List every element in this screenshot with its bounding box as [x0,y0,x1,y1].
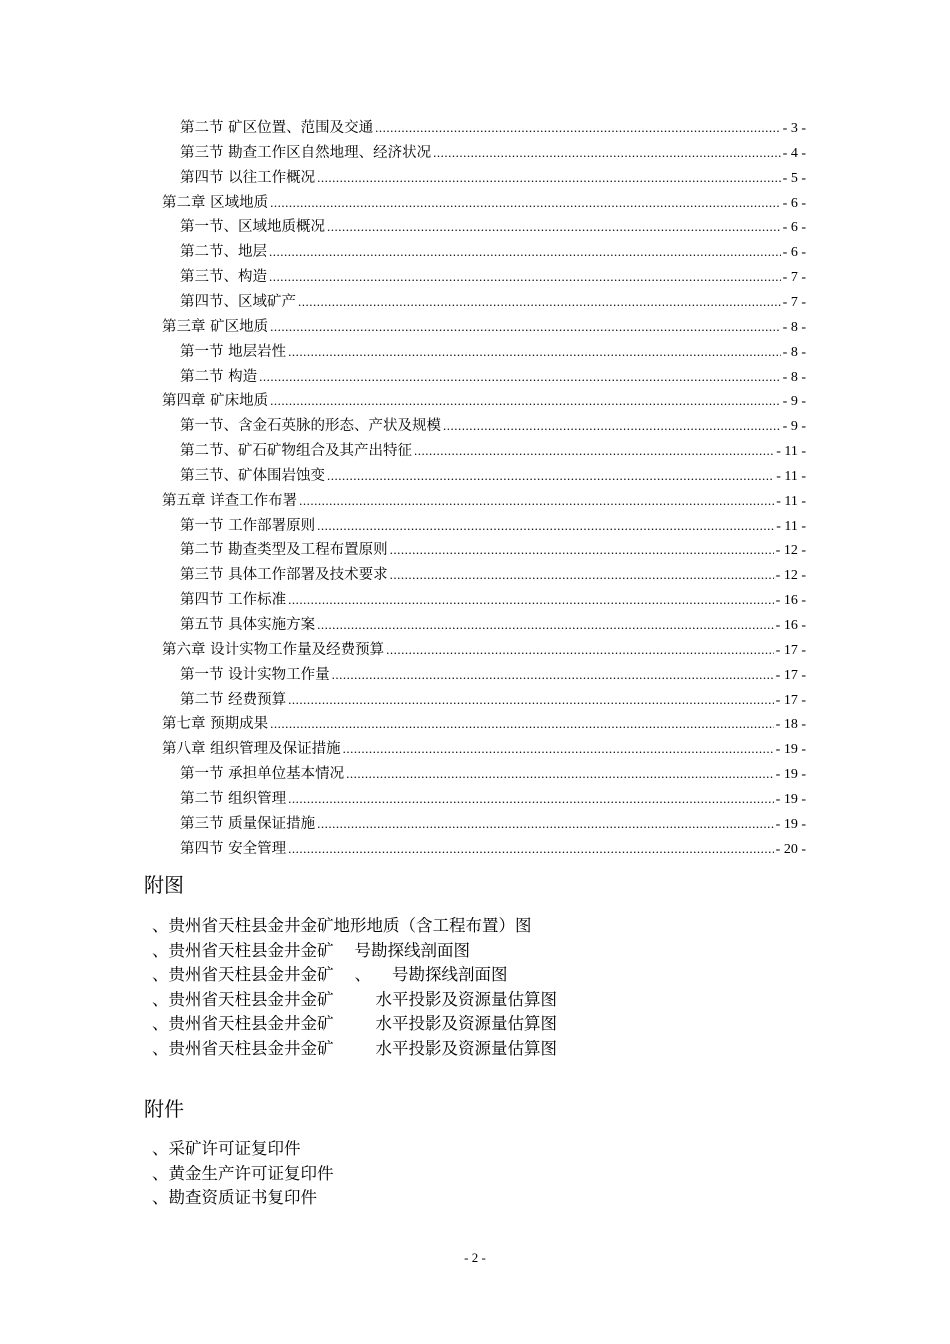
toc-entry-title: 第二节 构造 [180,368,258,385]
toc-entry-title: 第三节 质量保证措施 [180,815,316,832]
toc-leader-dots [288,791,774,807]
toc-leader-dots [332,667,774,683]
toc-entry-title: 第三节 勘查工作区自然地理、经济状况 [180,144,432,161]
toc-entry-section[interactable] [180,365,806,389]
toc-entry-page: - 16 - [775,618,806,633]
toc-entry-section[interactable] [180,265,806,289]
toc-leader-dots [317,617,774,633]
toc-entry-page: - 19 - [775,767,806,783]
toc-entry-section[interactable] [180,688,806,712]
toc-entry-page: - 8 - [782,319,806,335]
toc-entry-title: 第二章 区域地质 [162,194,269,211]
toc-entry-title: 第一节 设计实物工作量 [180,666,330,683]
toc-entry-chapter[interactable] [162,737,806,761]
attachment-item: 、采矿许可证复印件 [152,1139,301,1158]
figure-item: 、贵州省天柱县金井金矿 水平投影及资源量估算图 [152,989,557,1009]
toc-entry-title: 第四节 以往工作概况 [180,169,316,186]
figure-item: 、贵州省天柱县金井金矿 水平投影及资源量估算图 [152,1038,557,1058]
toc-entry-chapter[interactable] [162,712,806,736]
toc-entry-page: - 17 - [775,667,806,683]
toc-entry-title: 第八章 组织管理及保证措施 [162,741,341,758]
toc-entry-page: - 8 - [782,344,806,360]
toc-entry-title: 第三章 矿区地质 [162,318,269,335]
toc-entry-title: 第二节 经费预算 [180,691,287,708]
toc-entry-page: - 5 - [782,170,806,186]
toc-leader-dots [375,120,781,136]
toc-entry-section[interactable] [180,290,806,314]
toc-leader-dots [288,592,774,608]
toc-leader-dots [299,493,774,509]
toc-leader-dots [288,692,774,708]
toc-leader-dots [443,418,781,434]
toc-entry-page: - 17 - [775,692,806,708]
toc-entry-chapter[interactable] [162,191,806,215]
toc-entry-section[interactable] [180,414,806,438]
toc-leader-dots [270,393,781,409]
toc-entry-page: - 8 - [782,369,806,385]
toc-entry-title: 第七章 预期成果 [162,716,269,733]
toc-entry-page: - 12 - [775,568,806,584]
toc-leader-dots [317,816,774,832]
toc-entry-page: - 4 - [782,145,806,161]
figure-item: 、贵州省天柱县金井金矿 号勘探线剖面图 [152,940,470,960]
toc-entry-page: - 9 - [782,419,806,435]
toc-entry-title: 第二节 勘查类型及工程布置原则 [180,542,388,559]
toc-entry-title: 第四章 矿床地质 [162,393,269,410]
toc-leader-dots [298,294,781,310]
toc-entry-section[interactable] [180,141,806,165]
toc-entry-title: 第四节 工作标准 [180,592,287,609]
page-number: - 2 - [464,1250,486,1265]
toc-leader-dots [346,766,774,782]
toc-entry-page: - 7 - [782,270,806,286]
toc-entry-page: - 19 - [775,791,806,807]
toc-entry-page: - 9 - [782,394,806,410]
toc-entry-section[interactable] [180,116,806,140]
toc-entry-page: - 6 - [782,245,806,261]
toc-entry-section[interactable] [180,588,806,612]
toc-entry-section[interactable] [180,613,806,637]
toc-entry-title: 第二节 组织管理 [180,790,287,807]
toc-entry-title: 第四节、区域矿产 [180,293,296,310]
toc-entry-chapter[interactable] [162,489,806,513]
figures-heading: 附图 [144,873,184,897]
toc-leader-dots [433,145,781,161]
toc-entry-page: - 11 - [776,444,806,460]
toc-leader-dots [269,269,781,285]
toc-entry-section[interactable] [180,762,806,786]
figure-item: 、贵州省天柱县金井金矿 、 号勘探线剖面图 [152,965,508,985]
toc-leader-dots [317,518,774,534]
attachments-heading: 附件 [144,1097,184,1121]
toc-entry-section[interactable] [180,538,806,562]
attachments-list [152,1135,334,1209]
toc-entry-page: - 19 - [775,742,806,758]
toc-entry-section[interactable] [180,563,806,587]
toc-entry-title: 第一节 地层岩性 [180,343,287,360]
toc-leader-dots [386,642,774,658]
toc-entry-chapter[interactable] [162,389,806,413]
toc-entry-section[interactable] [180,439,806,463]
toc-leader-dots [327,219,781,235]
toc-entry-page: - 6 - [782,195,806,211]
toc-entry-section[interactable] [180,514,806,538]
figure-item: 、贵州省天柱县金井金矿地形地质（含工程布置）图 [152,916,532,935]
toc-entry-title: 第三节、构造 [180,269,267,286]
toc-entry-page: - 18 - [775,717,806,733]
toc-entry-title: 第二节、矿石矿物组合及其产出特征 [180,443,412,460]
toc-leader-dots [317,170,781,186]
toc-entry-page: - 17 - [775,642,806,658]
toc-leader-dots [414,443,774,459]
toc-leader-dots [269,244,781,260]
toc-leader-dots [288,344,781,360]
toc-entry-page: - 16 - [775,593,806,609]
toc-entry-section[interactable] [180,464,806,488]
toc-entry-section[interactable] [180,215,806,239]
toc-entry-section[interactable] [180,812,806,836]
toc-entry-page: - 12 - [775,543,806,559]
toc-entry-page: - 6 - [782,220,806,236]
toc-entry-page: - 20 - [775,841,806,857]
toc-leader-dots [390,567,774,583]
figures-list [152,912,557,1060]
toc-entry-title: 第一节 工作部署原则 [180,517,316,534]
toc-entry-page: - 19 - [775,816,806,832]
toc-leader-dots [259,369,781,385]
toc-entry-section[interactable] [180,166,806,190]
toc-leader-dots [288,841,774,857]
toc-entry-title: 第四节 安全管理 [180,840,287,857]
toc-entry-section[interactable] [180,837,806,861]
toc-entry-page: - 11 - [776,518,806,534]
toc-leader-dots [270,195,781,211]
toc-entry-title: 第二节 矿区位置、范围及交通 [180,120,374,136]
toc-leader-dots [343,741,774,757]
toc-entry-title: 第二节、地层 [180,244,267,261]
attachment-item: 、黄金生产许可证复印件 [152,1163,334,1183]
attachment-item: 、勘查资质证书复印件 [152,1188,317,1208]
toc-entry-section[interactable] [180,787,806,811]
toc-entry-section[interactable] [180,340,806,364]
toc-entry-title: 第一节、区域地质概况 [180,219,325,236]
toc-entry-chapter[interactable] [162,638,806,662]
toc-leader-dots [270,319,781,335]
toc-entry-title: 第三节、矿体围岩蚀变 [180,467,325,484]
toc-entry-title: 第六章 设计实物工作量及经费预算 [162,641,385,658]
toc-entry-section[interactable] [180,240,806,264]
figure-item: 、贵州省天柱县金井金矿 水平投影及资源量估算图 [152,1014,557,1034]
toc-entry-chapter[interactable] [162,315,806,339]
toc-entry-page: - 7 - [782,294,806,310]
toc-leader-dots [327,468,774,484]
toc-entry-page: - 3 - [782,121,806,136]
toc-entry-page: - 11 - [776,493,806,509]
toc-entry-section[interactable] [180,663,806,687]
toc-leader-dots [270,716,774,732]
toc-entry-title: 第三节 具体工作部署及技术要求 [180,567,388,584]
toc-leader-dots [390,542,774,558]
toc-entry-page: - 11 - [776,468,806,484]
toc-entry-title: 第一节 承担单位基本情况 [180,766,345,783]
toc-entry-title: 第一节、含金石英脉的形态、产状及规模 [180,418,441,435]
toc-entry-title: 第五节 具体实施方案 [180,617,316,633]
toc-entry-title: 第五章 详查工作布署 [162,492,298,509]
